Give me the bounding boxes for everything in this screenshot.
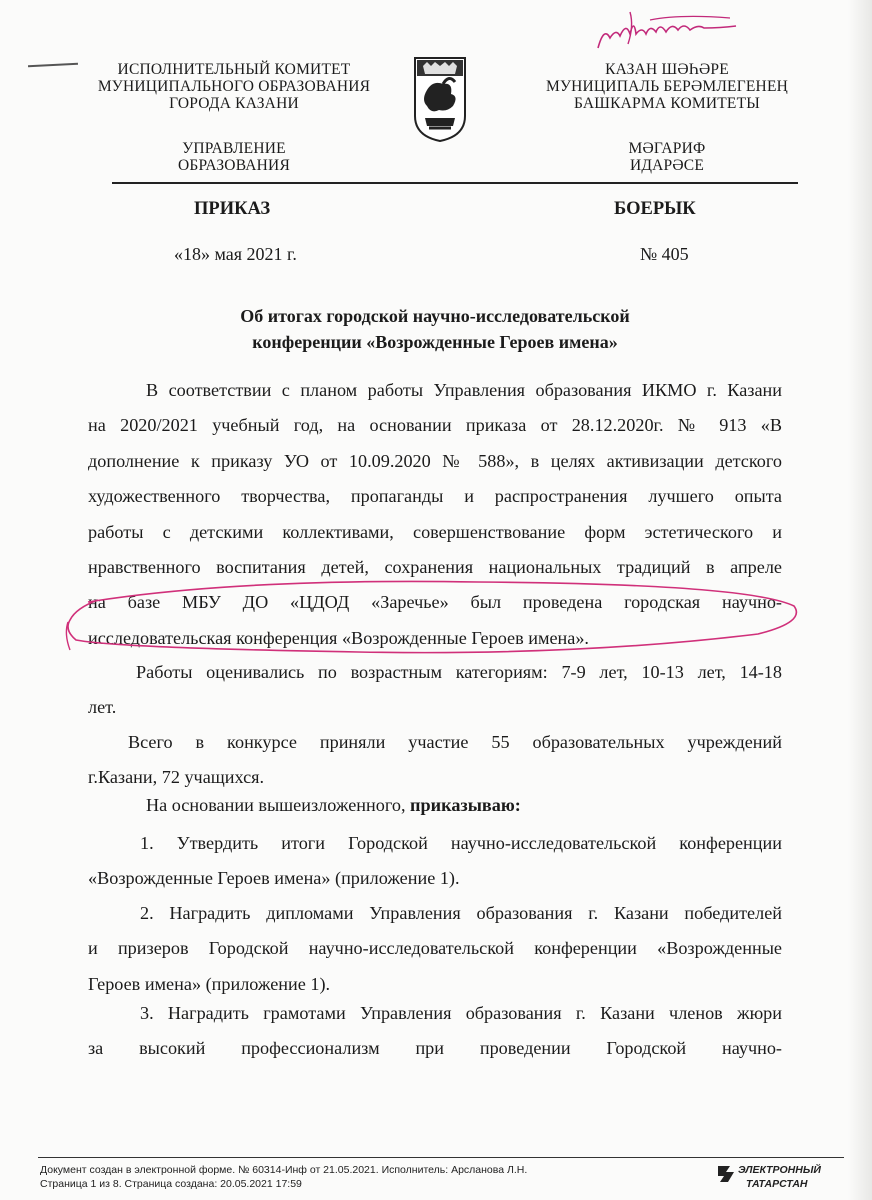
paragraph-age-categories bbox=[88, 655, 782, 726]
order-title-tt: БОЕРЫК bbox=[614, 199, 696, 219]
body-line: 2. Наградить дипломами Управления образования г. Казани победителей bbox=[140, 903, 782, 923]
footer-divider bbox=[38, 1157, 844, 1158]
body-line: и призеров Городской научно-исследовательской конференции «Возрожденные bbox=[88, 938, 782, 959]
kazan-coat-of-arms bbox=[413, 56, 467, 142]
body-line: В соответствии с планом работы Управления образования ИКМО г. Казани bbox=[146, 380, 782, 400]
footer-info bbox=[40, 1163, 680, 1189]
subject-line: Об итогах городской научно-исследовательской bbox=[240, 306, 630, 326]
paragraph-order-intro bbox=[88, 788, 782, 823]
header-divider bbox=[112, 182, 798, 184]
body-line: исследовательская конференция «Возрожденные Героев имена». bbox=[88, 627, 589, 648]
order-item-1 bbox=[88, 826, 782, 897]
order-subject bbox=[88, 303, 782, 355]
body-line: Работы оценивались по возрастным категориям: 7-9 лет, 10-13 лет, 14-18 bbox=[136, 662, 782, 682]
handwritten-signature bbox=[590, 8, 740, 58]
order-number: № 405 bbox=[640, 244, 689, 264]
org-line: ГОРОДА КАЗАНИ bbox=[169, 95, 299, 112]
body-line: дополнение к приказу УО от 10.09.2020 № 588», в целях активизации детского bbox=[88, 450, 782, 471]
body-line: 1. Утвердить итоги Городской научно-исследовательской конференции bbox=[140, 833, 782, 853]
order-date: «18» мая 2021 г. bbox=[174, 244, 297, 264]
footer-line: Страница 1 из 8. Страница создана: 20.05.2021 17:59 bbox=[40, 1178, 302, 1189]
stray-mark bbox=[28, 63, 78, 68]
order-verb: приказываю: bbox=[410, 795, 521, 815]
scan-edge-shadow bbox=[848, 0, 872, 1200]
body-line: работы с детскими коллективами, совершенствование форм эстетического и bbox=[88, 521, 782, 542]
dept-line: УПРАВЛЕНИЕ bbox=[182, 140, 286, 157]
order-item-2 bbox=[88, 896, 782, 1002]
body-line: Героев имена» (приложение 1). bbox=[88, 973, 331, 994]
paragraph-participants bbox=[88, 725, 782, 796]
org-line: МУНИЦИПАЛЬНОГО ОБРАЗОВАНИЯ bbox=[97, 78, 371, 95]
order-item-3 bbox=[88, 996, 782, 1067]
logo-text-top: ЭЛЕКТРОННЫЙ bbox=[738, 1164, 821, 1176]
body-line: на 2020/2021 учебный год, на основании приказа от 28.12.2020г. № 913 «В bbox=[88, 415, 782, 436]
dept-line: ИДАРӘСЕ bbox=[630, 157, 704, 174]
org-line: ИСПОЛНИТЕЛЬНЫЙ КОМИТЕТ bbox=[117, 61, 351, 78]
electronic-tatarstan-logo bbox=[716, 1162, 844, 1200]
body-line: «Возрожденные Героев имена» (приложение 1). bbox=[88, 868, 460, 889]
body-line: лет. bbox=[88, 697, 117, 718]
body-line bbox=[88, 788, 782, 823]
body-line: Всего в конкурсе приняли участие 55 образовательных учреждений bbox=[128, 732, 782, 752]
body-line: на базе МБУ ДО «ЦДОД «Заречье» был проведена городская научно- bbox=[88, 592, 782, 613]
issuer-block-tt bbox=[514, 61, 820, 174]
body-line: г.Казани, 72 учащихся. bbox=[88, 767, 265, 788]
footer-line: Документ создан в электронной форме. № 60314-Инф от 21.05.2021. Исполнитель: Арсланова Л.Н. bbox=[40, 1164, 528, 1176]
body-line: художественного творчества, пропаганды и распространения лучшего опыта bbox=[88, 486, 782, 507]
org-line: КАЗАН ШӘҺӘРЕ bbox=[605, 61, 729, 78]
logo-text-bottom: ТАТАРСТАН bbox=[746, 1178, 808, 1188]
org-line: МУНИЦИПАЛЬ БЕРӘМЛЕГЕНЕҢ bbox=[545, 78, 789, 95]
dept-line: МӘГАРИФ bbox=[628, 140, 706, 157]
order-title-ru: ПРИКАЗ bbox=[194, 199, 271, 219]
body-line: 3. Наградить грамотами Управления образования г. Казани членов жюри bbox=[140, 1003, 782, 1023]
org-line: БАШКАРМА КОМИТЕТЫ bbox=[574, 95, 760, 112]
subject-line: конференции «Возрожденные Героев имена» bbox=[252, 332, 618, 352]
dept-line: ОБРАЗОВАНИЯ bbox=[178, 157, 290, 174]
body-line: за высокий профессионализм при проведении Городской научно- bbox=[88, 1038, 782, 1059]
body-line: нравственного воспитания детей, сохранения национальных традиций в апреле bbox=[88, 557, 782, 578]
order-intro-text: На основании вышеизложенного, bbox=[146, 795, 411, 815]
issuer-block-ru bbox=[86, 61, 382, 174]
